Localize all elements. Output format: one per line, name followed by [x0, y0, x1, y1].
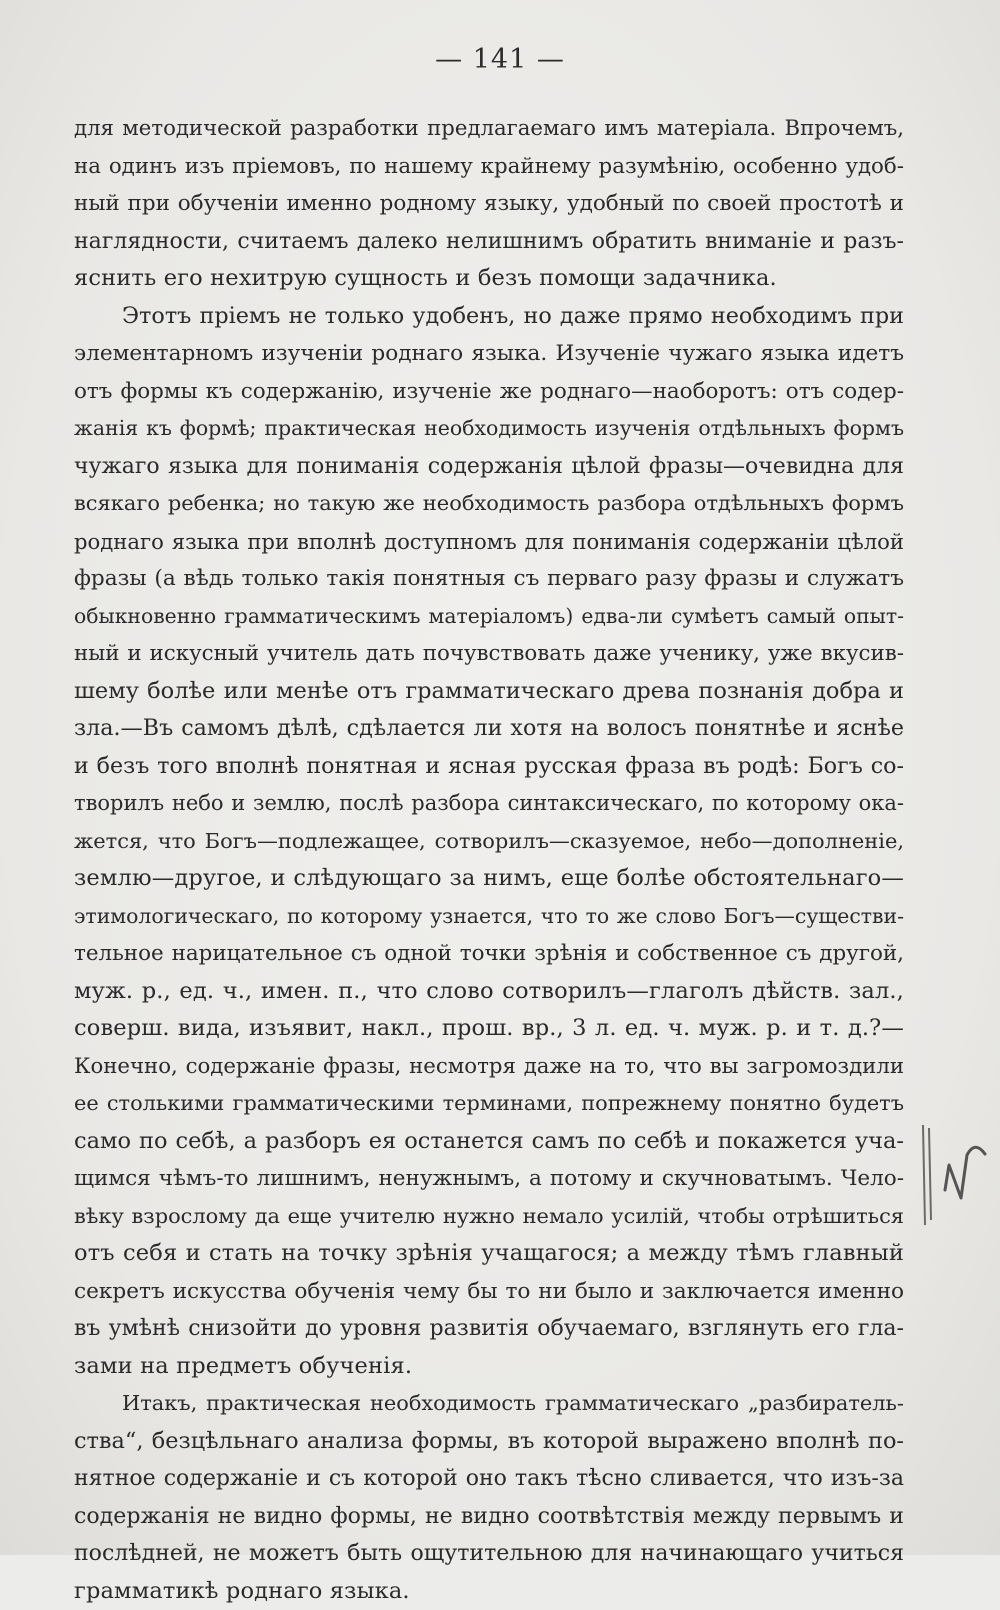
- text-line: ства“, безцѣльнаго анализа формы, въ которой выражено вполнѣ по-: [74, 1423, 904, 1461]
- text-line: ный при обученіи именно родному языку, удобный по своей простотѣ и: [74, 185, 904, 223]
- text-line: секретъ искусства обученія чему бы то ни было и заключается именно: [74, 1273, 904, 1311]
- text-line: послѣдней, не можетъ быть ощутительною для начинающаго учиться: [74, 1535, 904, 1573]
- text-line: соверш. вида, изъявит, накл., прош. вр., 3 л. ед. ч. муж. р. и т. д.?—: [74, 1010, 904, 1048]
- text-line: творилъ небо и землю, послѣ разбора синтаксическаго, по которому ока-: [74, 785, 904, 823]
- text-line: этимологическаго, по которому узнается, что то же слово Богъ—существи-: [74, 898, 904, 936]
- text-line: зла.—Въ самомъ дѣлѣ, сдѣлается ли хотя на волосъ понятнѣе и яснѣе: [74, 710, 904, 748]
- text-line: землю—другое, и слѣдующаго за нимъ, еще болѣе обстоятельнаго—: [74, 860, 904, 898]
- text-line: обыкновенно грамматическимъ матеріаломъ) едва-ли сумѣетъ самый опыт-: [74, 598, 904, 636]
- text-line: жанія къ формѣ; практическая необходимость изученія отдѣльныхъ формъ: [74, 410, 904, 448]
- paragraph-3: [74, 1385, 904, 1610]
- text-line: Этотъ пріемъ не только удобенъ, но даже прямо необходимъ при: [74, 298, 904, 336]
- page-number: — 141 —: [0, 44, 1000, 75]
- text-line: содержанія не видно формы, не видно соотвѣтствія между первымъ и: [74, 1498, 904, 1536]
- text-line: фразы (а вѣдь только такія понятныя съ перваго разу фразы и служатъ: [74, 560, 904, 598]
- text-line: нятное содержаніе и съ которой оно такъ тѣсно сливается, что изъ-за: [74, 1460, 904, 1498]
- paragraph-2: [74, 298, 904, 1386]
- text-line: шему болѣе или менѣе отъ грамматическаго древа познанія добра и: [74, 673, 904, 711]
- text-line: грамматикѣ роднаго языка.: [74, 1573, 904, 1610]
- text-line: и безъ того вполнѣ понятная и ясная русская фраза въ родѣ: Богъ со-: [74, 748, 904, 786]
- text-line: вѣку взрослому да еще учителю нужно немало усилій, чтобы отрѣшиться: [74, 1198, 904, 1236]
- text-line: роднаго языка при вполнѣ доступномъ для пониманія содержаніи цѣлой: [74, 523, 904, 561]
- text-line: элементарномъ изученіи роднаго языка. Изученіе чужаго языка идетъ: [74, 335, 904, 373]
- text-line: Конечно, содержаніе фразы, несмотря даже на то, что вы загромоздили: [74, 1048, 904, 1086]
- text-line: тельное нарицательное съ одной точки зрѣнія и собственное съ другой,: [74, 935, 904, 973]
- text-line: яснить его нехитрую сущность и безъ помощи задачника.: [74, 260, 904, 298]
- text-line: ее столькими грамматическими терминами, попрежнему понятно будетъ: [74, 1085, 904, 1123]
- text-line: отъ формы къ содержанію, изученіе же роднаго—наоборотъ: отъ содер-: [74, 373, 904, 411]
- text-line: зами на предметъ обученія.: [74, 1348, 904, 1386]
- text-line: жется, что Богъ—подлежащее, сотворилъ—сказуемое, небо—дополненіе,: [74, 823, 904, 861]
- text-line: муж. р., ед. ч., имен. п., что слово сотворилъ—глаголъ дѣйств. зал.,: [74, 973, 904, 1011]
- text-line: въ умѣнѣ снизойти до уровня развитія обучаемаго, взглянуть его гла-: [74, 1310, 904, 1348]
- text-line: ный и искусный учитель дать почувствовать даже ученику, уже вкусив-: [74, 635, 904, 673]
- text-line: отъ себя и стать на точку зрѣнія учащагося; а между тѣмъ главный: [74, 1235, 904, 1273]
- text-line: Итакъ, практическая необходимость грамматическаго „разбиратель-: [74, 1385, 904, 1423]
- text-line: наглядности, считаемъ далеко нелишнимъ обратить вниманіе и разъ-: [74, 223, 904, 261]
- text-line: само по себѣ, а разборъ ея останется самъ по себѣ и покажется уча-: [74, 1123, 904, 1161]
- text-line: щимся чѣмъ-то лишнимъ, ненужнымъ, а потому и скучноватымъ. Чело-: [74, 1160, 904, 1198]
- paragraph-1: [74, 110, 904, 298]
- text-line: для методической разработки предлагаемаго имъ матеріала. Впрочемъ,: [74, 110, 904, 148]
- pencil-annotation-icon: [915, 1120, 995, 1230]
- text-line: чужаго языка для пониманія содержанія цѣлой фразы—очевидна для: [74, 448, 904, 486]
- text-line: на одинъ изъ пріемовъ, по нашему крайнему разумѣнію, особенно удоб-: [74, 148, 904, 186]
- text-line: всякаго ребенка; но такую же необходимость разбора отдѣльныхъ формъ: [74, 485, 904, 523]
- text-body: [74, 110, 904, 1610]
